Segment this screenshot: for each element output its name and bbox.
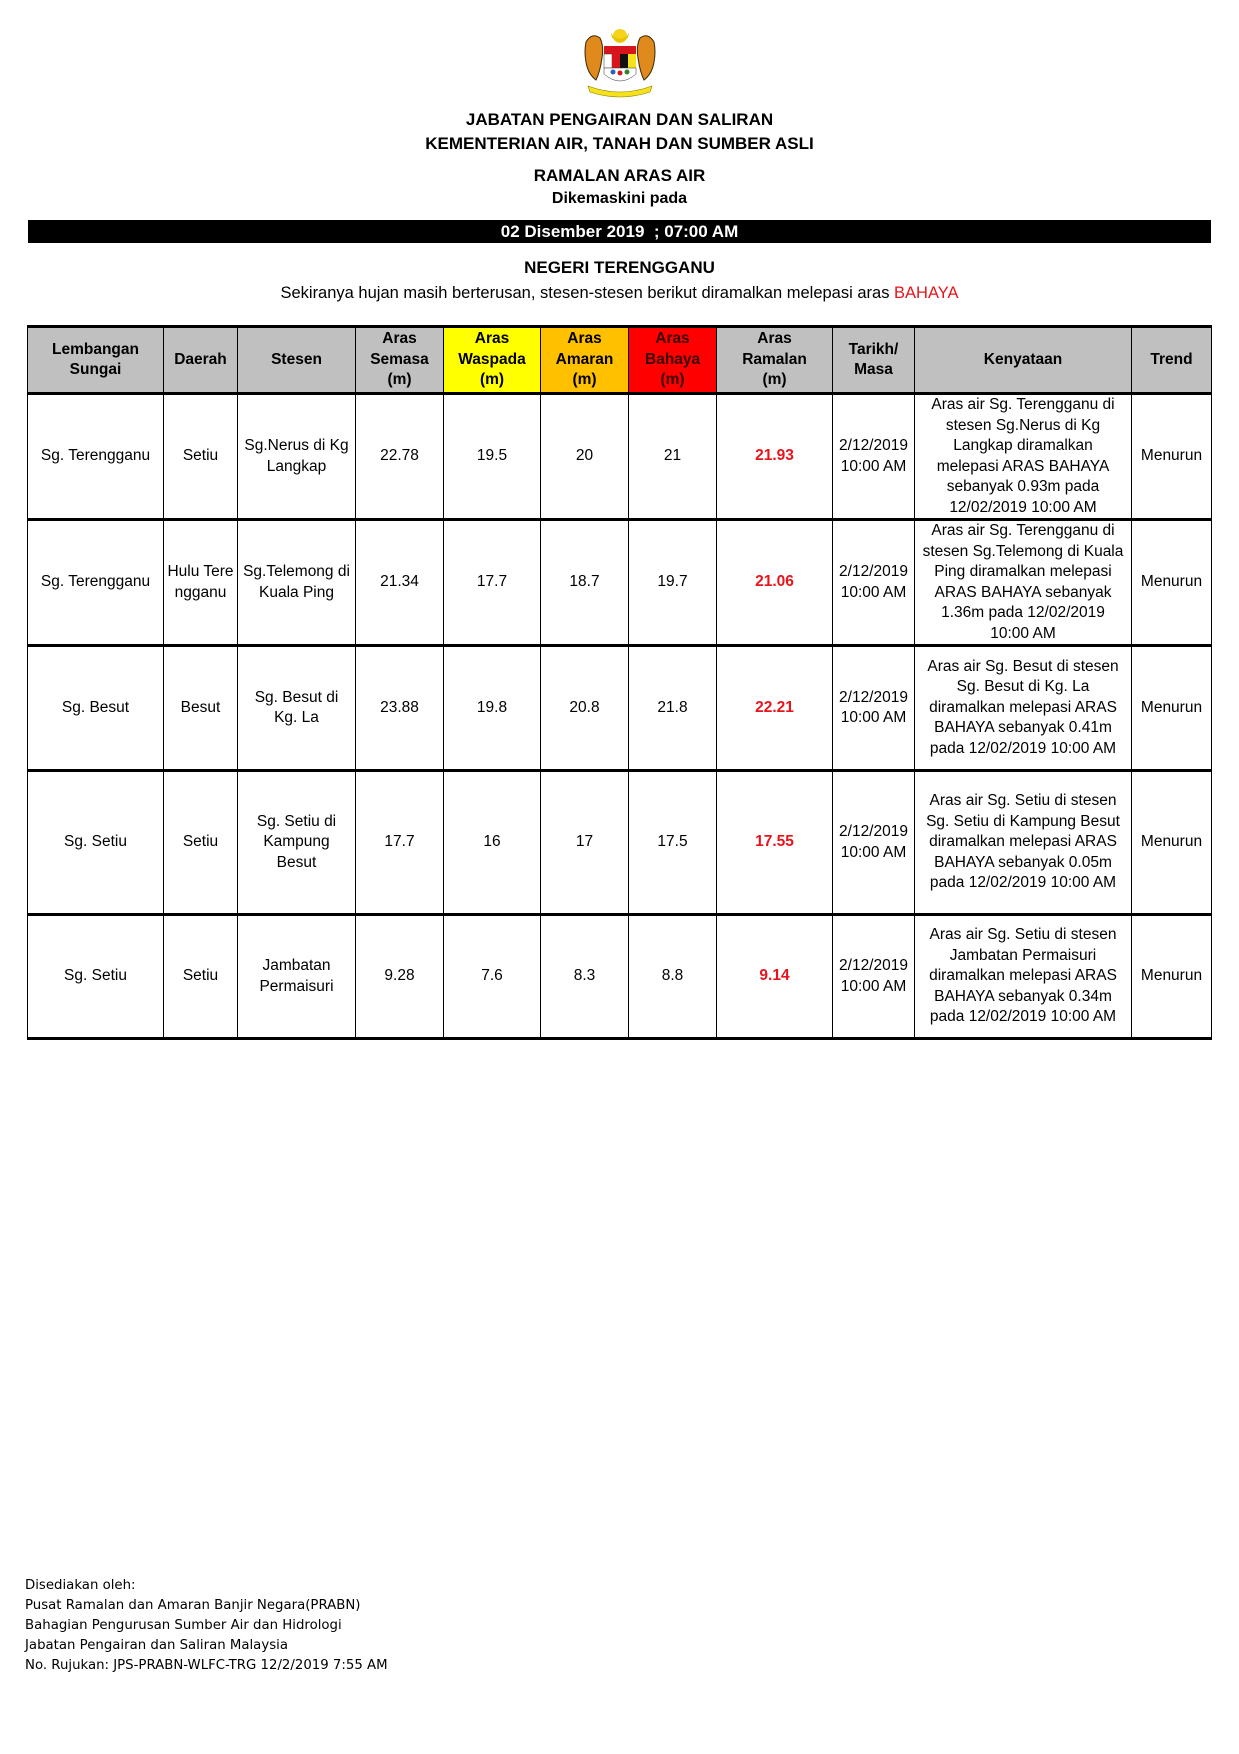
subtitle-text: Sekiranya hujan masih berterusan, stesen-stesen berikut diramalkan melepasi aras <box>280 284 895 302</box>
col-header-stesen: Stesen <box>238 327 356 394</box>
cell-aras-bahaya: 21.8 <box>629 646 717 771</box>
cell-lembangan: Sg. Terengganu <box>28 394 164 520</box>
col-header-daerah: Daerah <box>164 327 238 394</box>
cell-daerah: Besut <box>164 646 238 771</box>
cell-tarikh: 2/12/2019 <box>839 437 908 454</box>
cell-kenyataan: Aras air Sg. Setiu di stesen Jambatan Permaisuri diramalkan melepasi ARAS BAHAYA sebanyak 0.34m pada 12/02/2019 10:00 AM <box>915 915 1132 1039</box>
cell-aras-semasa: 21.34 <box>356 520 444 646</box>
table-header-row <box>28 327 1212 394</box>
cell-aras-ramalan: 22.21 <box>717 646 833 771</box>
cell-aras-amaran: 8.3 <box>541 915 629 1039</box>
cell-aras-amaran: 20.8 <box>541 646 629 771</box>
cell-trend: Menurun <box>1132 915 1212 1039</box>
prepared-by-label: Disediakan oleh: <box>25 1578 136 1593</box>
cell-kenyataan: Aras air Sg. Besut di stesen Sg. Besut di Kg. La diramalkan melepasi ARAS BAHAYA sebanyak 0.41m pada 12/02/2019 10:00 AM <box>915 646 1132 771</box>
cell-aras-ramalan: 21.93 <box>717 394 833 520</box>
malaysia-coat-of-arms-icon <box>580 24 660 98</box>
cell-lembangan: Sg. Setiu <box>28 915 164 1039</box>
cell-tarikh-masa <box>833 394 915 520</box>
water-level-forecast-table <box>27 325 1212 1040</box>
col-header-aras-semasa: Aras Semasa (m) <box>356 327 444 394</box>
prepared-by-footer <box>25 1576 388 1676</box>
cell-daerah <box>164 520 238 646</box>
footer-line-department: Jabatan Pengairan dan Saliran Malaysia <box>25 1638 288 1653</box>
cell-tarikh: 2/12/2019 <box>839 823 908 840</box>
cell-lembangan: Sg. Setiu <box>28 771 164 915</box>
cell-tarikh-masa <box>833 915 915 1039</box>
footer-line-prabn: Pusat Ramalan dan Amaran Banjir Negara(PRABN) <box>25 1598 361 1613</box>
col-header-aras-ramalan: Aras Ramalan (m) <box>717 327 833 394</box>
cell-trend: Menurun <box>1132 394 1212 520</box>
cell-stesen: Sg. Setiu di Kampung Besut <box>238 771 356 915</box>
cell-masa: 10:00 AM <box>840 457 907 475</box>
cell-aras-waspada: 17.7 <box>444 520 541 646</box>
cell-masa: 10:00 AM <box>840 977 907 995</box>
cell-aras-bahaya: 17.5 <box>629 771 717 915</box>
cell-stesen: Sg.Telemong di Kuala Ping <box>238 520 356 646</box>
report-title: RAMALAN ARAS AIR <box>533 166 706 185</box>
col-header-aras-amaran: Aras Amaran (m) <box>541 327 629 394</box>
col-header-trend: Trend <box>1132 327 1212 394</box>
cell-aras-ramalan: 9.14 <box>717 915 833 1039</box>
cell-tarikh: 2/12/2019 <box>839 688 908 706</box>
cell-aras-ramalan: 21.06 <box>717 520 833 646</box>
cell-aras-amaran: 20 <box>541 394 629 520</box>
cell-daerah: Setiu <box>164 771 238 915</box>
cell-aras-ramalan: 17.55 <box>717 771 833 915</box>
cell-stesen: Sg.Nerus di Kg Langkap <box>238 394 356 520</box>
cell-tarikh: 2/12/2019 <box>839 957 908 974</box>
cell-tarikh-masa <box>833 646 915 771</box>
cell-aras-semasa: 22.78 <box>356 394 444 520</box>
cell-aras-bahaya: 21 <box>629 394 717 520</box>
reference-number: No. Rujukan: JPS-PRABN-WLFC-TRG 12/2/2019 7:55 AM <box>25 1658 388 1673</box>
updated-datetime-bar <box>28 220 1211 243</box>
cell-lembangan: Sg. Terengganu <box>28 520 164 646</box>
col-header-kenyataan: Kenyataan <box>915 327 1132 394</box>
ministry-title: KEMENTERIAN AIR, TANAH DAN SUMBER ASLI <box>425 134 814 153</box>
footer-line-division: Bahagian Pengurusan Sumber Air dan Hidrologi <box>25 1618 342 1633</box>
updated-datetime: 02 Disember 2019 ; 07:00 AM <box>500 222 739 241</box>
cell-aras-waspada: 16 <box>444 771 541 915</box>
cell-aras-amaran: 18.7 <box>541 520 629 646</box>
cell-kenyataan: Aras air Sg. Terengganu di stesen Sg.Nerus di Kg Langkap diramalkan melepasi ARAS BAHAYA sebanyak 0.93m pada 12/02/2019 10:00 AM <box>915 394 1132 520</box>
cell-aras-bahaya: 19.7 <box>629 520 717 646</box>
cell-tarikh-masa <box>833 771 915 915</box>
col-header-lembangan: Lembangan Sungai <box>28 327 164 394</box>
cell-aras-semasa: 23.88 <box>356 646 444 771</box>
cell-aras-waspada: 19.5 <box>444 394 541 520</box>
cell-aras-bahaya: 8.8 <box>629 915 717 1039</box>
col-header-tarikh-masa: Tarikh/ Masa <box>833 327 915 394</box>
cell-stesen: Jambatan Permaisuri <box>238 915 356 1039</box>
cell-daerah: Setiu <box>164 915 238 1039</box>
cell-trend: Menurun <box>1132 520 1212 646</box>
col-header-aras-waspada: Aras Waspada (m) <box>444 327 541 394</box>
cell-masa: 10:00 AM <box>840 709 907 726</box>
table-row <box>28 771 1212 915</box>
cell-aras-amaran: 17 <box>541 771 629 915</box>
cell-trend: Menurun <box>1132 646 1212 771</box>
updated-label: Dikemaskini pada <box>551 190 688 207</box>
state-title: NEGERI TERENGGANU <box>524 258 715 277</box>
cell-aras-semasa: 9.28 <box>356 915 444 1039</box>
table-row <box>28 520 1212 646</box>
col-header-aras-bahaya: Aras Bahaya (m) <box>629 327 717 394</box>
cell-tarikh: 2/12/2019 <box>839 563 908 580</box>
cell-kenyataan: Aras air Sg. Terengganu di stesen Sg.Telemong di Kuala Ping diramalkan melepasi ARAS BAHAYA sebanyak 1.36m pada 12/02/2019 10:00 AM <box>915 520 1132 646</box>
cell-daerah: Setiu <box>164 394 238 520</box>
cell-aras-waspada: 19.8 <box>444 646 541 771</box>
cell-aras-semasa: 17.7 <box>356 771 444 915</box>
cell-trend: Menurun <box>1132 771 1212 915</box>
table-row <box>28 646 1212 771</box>
cell-lembangan: Sg. Besut <box>28 646 164 771</box>
cell-daerah-text: Hulu Terengganu <box>167 563 234 601</box>
cell-aras-waspada: 7.6 <box>444 915 541 1039</box>
table-row <box>28 394 1212 520</box>
cell-stesen: Sg. Besut di Kg. La <box>238 646 356 771</box>
cell-masa: 10:00 AM <box>840 583 907 601</box>
cell-tarikh-masa <box>833 520 915 646</box>
forecast-subtitle <box>0 283 1239 304</box>
cell-kenyataan: Aras air Sg. Setiu di stesen Sg. Setiu di Kampung Besut diramalkan melepasi ARAS BAHAYA sebanyak 0.05m pada 12/02/2019 10:00 AM <box>915 771 1132 915</box>
cell-masa: 10:00 AM <box>840 843 907 861</box>
table-row <box>28 915 1212 1039</box>
subtitle-highlight-bahaya: BAHAYA <box>894 284 959 302</box>
department-title: JABATAN PENGAIRAN DAN SALIRAN <box>465 110 774 129</box>
